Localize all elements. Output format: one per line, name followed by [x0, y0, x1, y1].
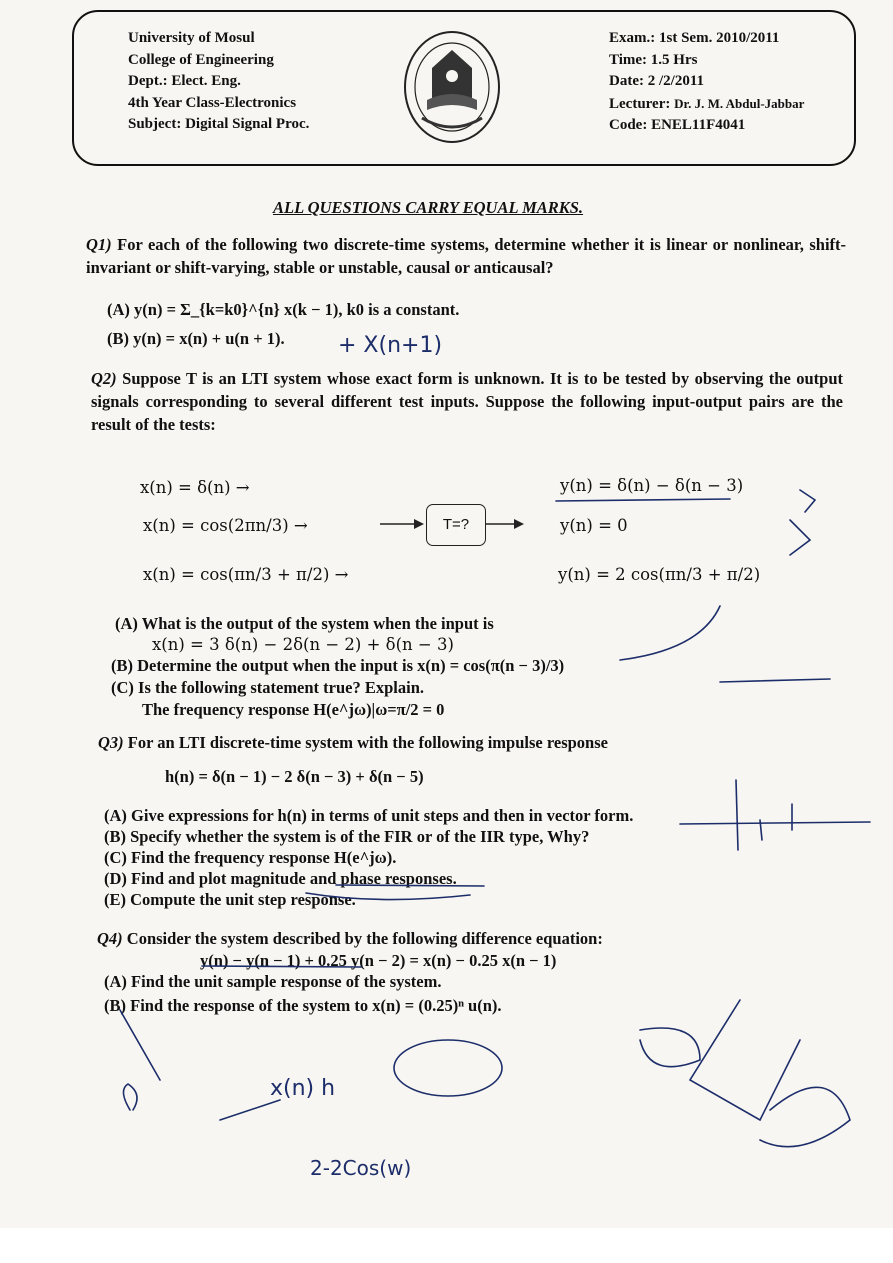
q3-label: Q3): [98, 733, 124, 752]
q2-part-c-statement: The frequency response H(e^jω)|ω=π/2 = 0: [142, 700, 445, 719]
q4-part-b: (B) Find the response of the system to x(n) = (0.25)ⁿ u(n).: [104, 996, 502, 1015]
q4-body: Consider the system described by the following difference equation:: [126, 929, 603, 948]
exam-time: Time: 1.5 Hrs: [609, 51, 698, 68]
q2-part-a: (A) What is the output of the system when the input is: [115, 614, 494, 633]
q4-part-a: (A) Find the unit sample response of the system.: [104, 972, 442, 991]
header-left: [128, 28, 309, 136]
q2-part-c: (C) Is the following statement true? Explain.: [111, 678, 425, 697]
exam-info: Exam.: 1st Sem. 2010/2011: [609, 30, 780, 46]
q2-output-3: y(n) = 2 cos(πn/3 + π/2): [558, 565, 761, 584]
q1-text: [86, 233, 846, 279]
handwritten-note-1: + X(n+1): [338, 333, 443, 358]
q2-body: Suppose T is an LTI system whose exact form is unknown. It is to be tested by observing the output signals corresponding to several different test inputs. Suppose the following input-output pairs are the result of the tests:: [91, 369, 844, 434]
college-name: College of Engineering: [128, 51, 274, 68]
university-seal-icon: [402, 28, 502, 146]
q2-part-a-input: x(n) = 3 δ(n) − 2δ(n − 2) + δ(n − 3): [152, 635, 454, 654]
q1-part-b: (B) y(n) = x(n) + u(n + 1).: [107, 329, 285, 348]
handwritten-note-3: x(n) h: [270, 1076, 336, 1101]
q3-impulse-response: h(n) = δ(n − 1) − 2 δ(n − 3) + δ(n − 5): [165, 767, 424, 786]
q2-input-3: x(n) = cos(πn/3 + π/2) →: [143, 565, 349, 584]
q3-part-c: (C) Find the frequency response H(e^jω).: [104, 848, 397, 867]
q1-part-a: (A) y(n) = Σ_{k=k0}^{n} x(k − 1), k0 is a constant.: [107, 300, 460, 319]
exam-instruction: ALL QUESTIONS CARRY EQUAL MARKS.: [273, 198, 584, 217]
lecturer: [609, 93, 804, 116]
q4-text: [97, 929, 603, 949]
q3-body: For an LTI discrete-time system with the following impulse response: [127, 733, 608, 752]
q2-label: Q2): [91, 369, 117, 388]
q3-part-a: (A) Give expressions for h(n) in terms of unit steps and then in vector form.: [104, 806, 634, 825]
q2-text: [91, 367, 843, 436]
q3-text: [98, 733, 608, 753]
handwritten-note-2: 2-2Cos(w): [310, 1156, 412, 1180]
q2-output-2: y(n) = 0: [560, 516, 628, 535]
q2-output-1: y(n) = δ(n) − δ(n − 3): [560, 476, 744, 495]
lecturer-name: Dr. J. M. Abdul-Jabbar: [674, 95, 805, 111]
q3-part-d: (D) Find and plot magnitude and phase responses.: [104, 869, 457, 888]
q4-difference-equation: y(n) − y(n − 1) + 0.25 y(n − 2) = x(n) − 0.25 x(n − 1): [200, 951, 557, 970]
lecturer-label: Lecturer:: [609, 95, 671, 112]
q3-part-b: (B) Specify whether the system is of the FIR or of the IIR type, Why?: [104, 827, 590, 846]
q2-input-2: x(n) = cos(2πn/3) →: [143, 516, 308, 535]
system-t-box: T=?: [426, 504, 486, 546]
exam-date: Date: 2 /2/2011: [609, 73, 704, 89]
exam-header: [72, 10, 856, 166]
q2-part-b: (B) Determine the output when the input is x(n) = cos(π(n − 3)/3): [111, 656, 565, 675]
q1-label: Q1): [86, 235, 112, 254]
university-name: University of Mosul: [128, 30, 255, 46]
q4-label: Q4): [97, 929, 123, 948]
q3-part-e: (E) Compute the unit step response.: [104, 890, 356, 909]
q2-input-1: x(n) = δ(n) →: [140, 478, 250, 497]
course-code: Code: ENEL11F4041: [609, 117, 746, 133]
department: Dept.: Elect. Eng.: [128, 73, 241, 89]
q1-body: For each of the following two discrete-time systems, determine whether it is linear or nonlinear, shift-invariant or shift-varying, stable or unstable, causal or anticausal?: [86, 235, 847, 277]
header-right: [609, 28, 804, 137]
subject: Subject: Digital Signal Proc.: [128, 116, 310, 132]
year-class: 4th Year Class-Electronics: [128, 94, 297, 111]
